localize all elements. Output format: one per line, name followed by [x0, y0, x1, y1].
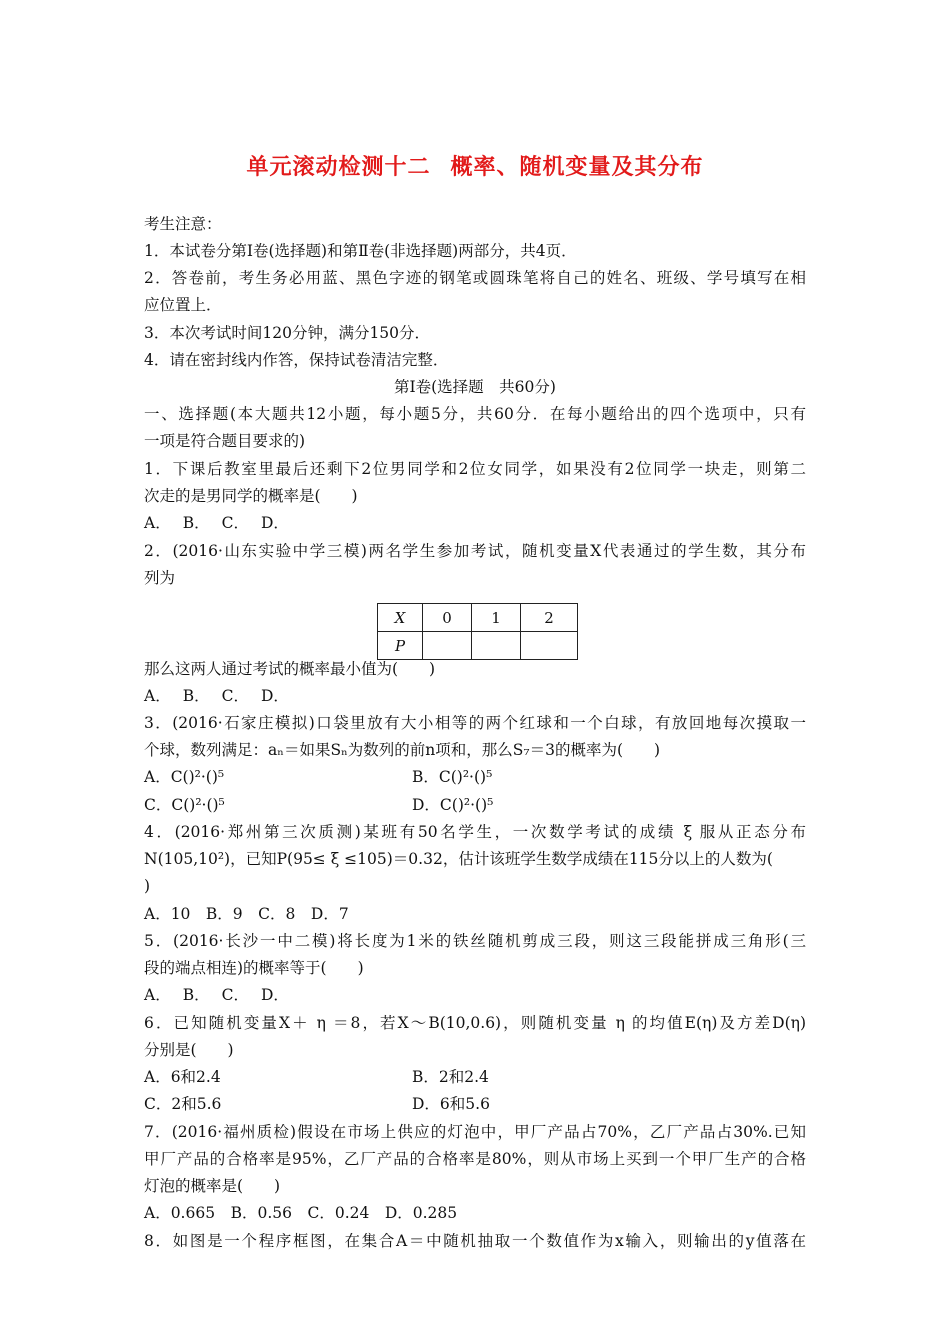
title-part-1: 单元滚动检测十二 [246, 154, 431, 180]
question-3-line-1: 3．(2016·石家庄模拟)口袋里放有大小相等的两个红球和一个白球，有放回地每次摸取一 [144, 714, 806, 732]
option-a: A． [144, 514, 171, 532]
question-3-option-d: D．C()²·()⁵ [412, 796, 494, 814]
option-d: D． [260, 514, 289, 532]
option-a: A． [144, 986, 171, 1004]
table-header-p: P [378, 632, 423, 660]
section-heading: 第Ⅰ卷(选择题 共60分) [394, 378, 556, 396]
option-c: C． [221, 514, 249, 532]
question-8-line-1: 8．如图是一个程序框图，在集合A＝中随机抽取一个数值作为x输入，则输出的y值落在 [144, 1232, 806, 1250]
question-7-line-2: 甲厂产品的合格率是95%，乙厂产品的合格率是80%，则从市场上买到一个甲厂生产的合格 [144, 1150, 806, 1168]
table-header-x: X [378, 604, 423, 632]
question-2-line-1: 2．(2016·山东实验中学三模)两名学生参加考试，随机变量X代表通过的学生数，其分布 [144, 542, 806, 560]
option-d: D． [260, 687, 289, 705]
question-3-option-c: C．C()²·()⁵ [144, 796, 225, 814]
table-cell: 2 [521, 604, 578, 632]
question-1-line-1: 1．下课后教室里最后还剩下2位男同学和2位女同学，如果没有2位同学一块走，则第二 [144, 460, 806, 478]
question-2-options [144, 685, 301, 707]
question-1-line-2: 次走的是男同学的概率是( ) [144, 487, 358, 505]
note-2-line-1: 2．答卷前，考生务必用蓝、黑色字迹的钢笔或圆珠笔将自己的姓名、班级、学号填写在相 [144, 269, 806, 287]
question-1-options [144, 512, 301, 534]
part-instruction-line-2: 一项是符合题目要求的) [144, 432, 306, 450]
option-c: C． [221, 687, 249, 705]
question-2-line-2: 列为 [144, 569, 176, 587]
page-title [0, 150, 950, 181]
notes-heading: 考生注意： [144, 215, 222, 233]
question-3-line-2: 个球，数列满足：aₙ＝如果Sₙ为数列的前n项和，那么S₇＝3的概率为( ) [144, 741, 661, 759]
question-6-option-d: D．6和5.6 [412, 1095, 490, 1113]
question-4-line-3: ) [144, 877, 151, 895]
note-4: 4．请在密封线内作答，保持试卷清洁完整． [144, 351, 449, 369]
table-cell: 0 [423, 604, 472, 632]
question-5-options [144, 984, 301, 1006]
table-cell [472, 632, 521, 660]
table-row [378, 604, 578, 632]
option-b: B． [182, 514, 210, 532]
option-a: A． [144, 687, 171, 705]
table-cell: 1 [472, 604, 521, 632]
note-2-line-2: 应位置上． [144, 296, 222, 314]
option-b: B． [182, 986, 210, 1004]
table-row [378, 632, 578, 660]
question-3-option-a: A．C()²·()⁵ [144, 768, 225, 786]
question-5-line-1: 5．(2016·长沙一中二模)将长度为1米的铁丝随机剪成三段，则这三段能拼成三角形(三 [144, 932, 806, 950]
question-6-option-b: B．2和2.4 [412, 1068, 489, 1086]
table-cell [423, 632, 472, 660]
question-7-line-1: 7．(2016·福州质检)假设在市场上供应的灯泡中，甲厂产品占70%，乙厂产品占30%.已知 [144, 1123, 806, 1141]
question-5-line-2: 段的端点相连)的概率等于( ) [144, 959, 364, 977]
table-cell [521, 632, 578, 660]
question-4-options: A．10 B．9 C．8 D．7 [144, 905, 349, 923]
note-3: 3．本次考试时间120分钟，满分150分． [144, 324, 431, 342]
option-b: B． [182, 687, 210, 705]
question-6-line-2: 分别是( ) [144, 1041, 234, 1059]
option-c: C． [221, 986, 249, 1004]
part-instruction-line-1: 一、选择题(本大题共12小题，每小题5分，共60分．在每小题给出的四个选项中，只有 [144, 405, 806, 423]
question-4-line-1: 4．(2016·郑州第三次质测)某班有50名学生，一次数学考试的成绩 ξ 服从正态分布 [144, 823, 806, 841]
distribution-table [377, 603, 578, 660]
note-1: 1．本试卷分第Ⅰ卷(选择题)和第Ⅱ卷(非选择题)两部分，共4页． [144, 242, 577, 260]
question-4-line-2: N(105,10²)，已知P(95≤ ξ ≤105)＝0.32，估计该班学生数学成绩在115分以上的人数为( [144, 850, 773, 868]
question-7-options: A．0.665 B．0.56 C．0.24 D．0.285 [144, 1204, 458, 1222]
question-6-line-1: 6．已知随机变量X＋ η ＝8，若X～B(10,0.6)，则随机变量 η 的均值E(η)及方差D(η) [144, 1014, 806, 1032]
title-part-2: 概率、随机变量及其分布 [450, 154, 704, 180]
question-6-option-a: A．6和2.4 [144, 1068, 221, 1086]
question-3-option-b: B．C()²·()⁵ [412, 768, 493, 786]
question-7-line-3: 灯泡的概率是( ) [144, 1177, 281, 1195]
option-d: D． [260, 986, 289, 1004]
question-2-line-3: 那么这两人通过考试的概率最小值为( ) [144, 660, 436, 678]
question-6-option-c: C．2和5.6 [144, 1095, 222, 1113]
